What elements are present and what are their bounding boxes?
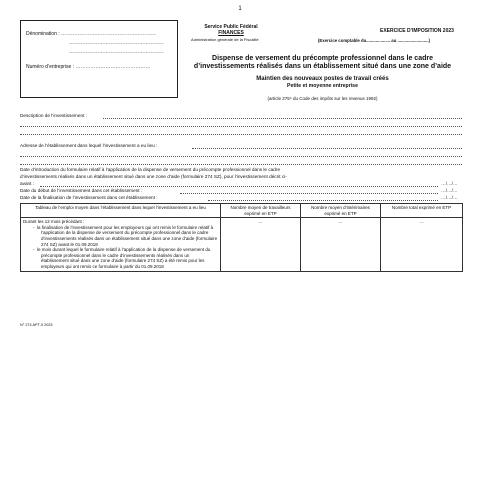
entreprise-line [26, 64, 150, 70]
adresse-line-1[interactable] [192, 148, 462, 149]
intro-line-2: d’investissements réalisés dans un établissement situé dans une zone d’aide (formulaire 274 SZ), pour l’investissement décrit ci- [20, 174, 287, 179]
header-interimaires: Nombre moyen d’intérimaires exprimé en ETP [301, 204, 381, 218]
spf-header [200, 24, 262, 36]
denomination-line [26, 31, 156, 37]
total-value[interactable]: … [381, 218, 463, 271]
adresse-line-3[interactable] [20, 164, 462, 165]
denomination-line-3[interactable]: ………………………………………………… [69, 49, 164, 55]
finances-text: FINANCES [218, 30, 244, 36]
fin-label: Date de la finalisation de l’investissement dans cet établissement : [20, 195, 158, 200]
description-line-2[interactable] [20, 126, 462, 127]
description-label: Description de l’investissement : [20, 113, 87, 118]
header-tableau: Tableau de l’emploi moyen dans l’établissement dans lequel l’investissement a eu lieu [21, 204, 221, 218]
title-line-1: Dispense de versement du précompte professionnel dans le cadre [212, 55, 433, 62]
administration-text: Administration générale de la Fiscalité [191, 37, 259, 42]
title-line-2: d’investissements réalisés dans un établissement situé dans une zone d’aide [193, 63, 452, 70]
interimaires-value[interactable]: … [301, 218, 381, 271]
identification-box [20, 20, 178, 98]
article-reference: (article 275⁹ du Code des impôts sur les revenus 1992) [267, 96, 378, 101]
debut-dots [180, 193, 438, 194]
period-cell [21, 218, 221, 271]
intro-date-field[interactable]: …/…/… [441, 181, 458, 186]
exercice-title: EXERCICE D’IMPOSITION 2023 [380, 28, 454, 34]
row-intro: Durant les 12 mois précédant : [23, 219, 85, 225]
header-total: Nombre total exprimé en ETP [381, 204, 463, 218]
exercice-comptable: (Exercice comptable du.................... au ..........................) [318, 38, 430, 43]
entreprise-label: Numéro d’entreprise : [26, 64, 75, 70]
denomination-label: Dénomination : [26, 31, 60, 37]
description-line-1[interactable] [103, 118, 462, 119]
description-line-3[interactable] [20, 134, 462, 135]
main-title [180, 55, 465, 71]
intro-dots [40, 186, 438, 187]
subtitle-line-1: Maintien des nouveaux postes de travail créés [256, 76, 389, 82]
header-travailleurs: Nombre moyen de travailleurs exprimé en ETP [221, 204, 301, 218]
intro-line-1: Date d’introduction du formulaire relatif à l’application de la dispense de versement du précompte professionnel dans le cadre [20, 167, 281, 172]
denomination-field[interactable]: ………………………………………………… [61, 31, 157, 37]
travailleurs-value[interactable]: … [221, 218, 301, 271]
subtitle [180, 76, 465, 90]
row-item-2: - le mois durant lequel le formulaire relatif à l’application de la dispense de versement du précompte professionnel dans le cadre d’investissements réalisés dans un établissement situé dans une zone d’aide (formulaire 274 SZ) a été remis pour les employeurs qui ont remis ce formulaire à partir du 01.09.2018 [33, 247, 211, 269]
debut-label: Date du début de l’investissement dans cet établissement : [20, 188, 143, 193]
adresse-label: Adresse de l’établissement dans lequel l’investissement a eu lieu : [20, 143, 158, 148]
denomination-line-2[interactable]: ………………………………………………… [69, 40, 164, 46]
employment-table [20, 203, 463, 272]
form-number: N° 274 APT-9 2023 [20, 323, 53, 327]
fin-date-field[interactable]: …/…/… [441, 195, 458, 200]
adresse-line-2[interactable] [20, 156, 462, 157]
subtitle-line-2: Petite et moyenne entreprise [287, 83, 358, 89]
fin-dots [208, 200, 438, 201]
entreprise-field[interactable]: ……………………………………… [75, 64, 151, 70]
debut-date-field[interactable]: …/…/… [441, 188, 458, 193]
intro-line-3: avant : [20, 181, 35, 186]
table-header-row [21, 204, 463, 218]
page-number: 1 [238, 6, 242, 12]
table-row [21, 218, 463, 271]
service-text: Service Public Fédéral [204, 24, 258, 30]
row-item-1: - la finalisation de l’investissement pour les employeurs qui ont remis le formulaire relatif à l’application de la dispense de versement du précompte professionnel dans le cadre d’investissements réalisés dans un établissement situé dans une zone d’aide (formulaire 274 SZ) avant le 01.09.2018 [33, 224, 218, 247]
